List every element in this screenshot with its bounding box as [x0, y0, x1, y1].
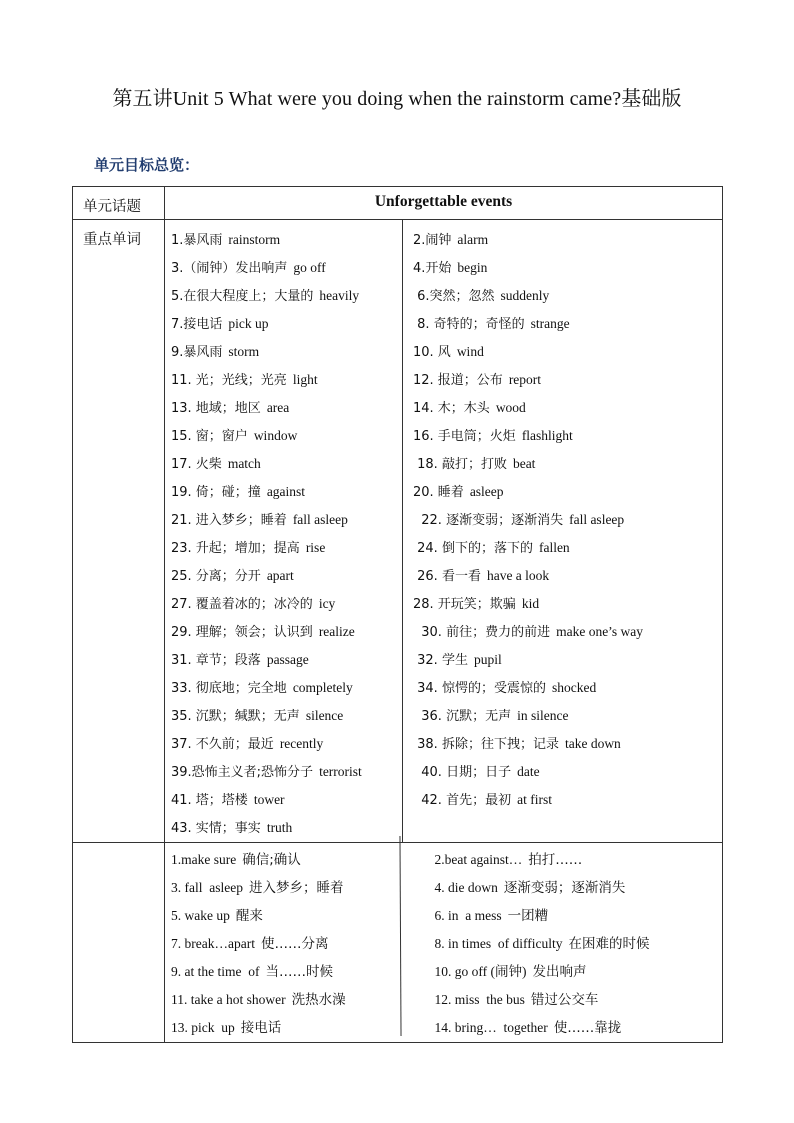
vocab-right-item: [403, 618, 722, 646]
chinese-meaning: 25. 分离；分开: [171, 569, 261, 584]
phrase-left-list: [171, 843, 403, 1042]
chinese-meaning: 34. 惊愕的；受震惊的: [413, 681, 546, 696]
vocab-left-cell: [165, 220, 403, 843]
phrase-right-item: [435, 930, 723, 958]
topic-value: Unforgettable events: [165, 187, 723, 220]
english-word: alarm: [457, 232, 489, 247]
document-title: 第五讲Unit 5 What were you doing when the rainstorm came?基础版: [112, 88, 682, 110]
vocab-left-item: [165, 590, 402, 618]
vocab-left-item: [165, 226, 402, 254]
chinese-meaning: 11. 光；光线；光亮: [171, 373, 287, 388]
vocab-left-item: [165, 422, 402, 450]
chinese-meaning: 拍打……: [528, 852, 583, 868]
vocab-right-item: [403, 226, 722, 254]
vocab-left-item: [165, 758, 402, 786]
unit-goals-table: [72, 186, 723, 1043]
english-phrase: 9. at the time of: [171, 964, 260, 979]
chinese-meaning: 28. 开玩笑；欺骗: [413, 597, 516, 612]
vocab-label: 重点单词: [73, 220, 165, 843]
english-word: area: [266, 400, 290, 415]
english-phrase: 8. in times of difficulty: [434, 936, 563, 951]
topic-label: 单元话题: [73, 187, 165, 220]
chinese-meaning: 6.突然；忽然: [413, 289, 495, 304]
english-word: heavily: [319, 288, 360, 303]
chinese-meaning: 12. 报道；公布: [413, 373, 503, 388]
english-phrase: 10. go off (闹钟): [434, 964, 527, 979]
english-word: fallen: [538, 540, 570, 555]
phrase-right-item: [435, 902, 723, 930]
english-word: have a look: [486, 568, 550, 583]
english-word: wind: [456, 344, 484, 359]
chinese-meaning: 错过公交车: [530, 992, 599, 1008]
english-word: flashlight: [521, 428, 573, 443]
english-word: strange: [530, 316, 570, 331]
english-phrase: 1.make sure: [171, 852, 237, 867]
vocab-left-item: [165, 478, 402, 506]
chinese-meaning: 43. 实情；事实: [171, 821, 261, 836]
vocab-left-item: [165, 310, 402, 338]
english-word: go off: [293, 260, 326, 275]
vocab-left-item: [165, 702, 402, 730]
english-phrase: 12. miss the bus: [434, 992, 525, 1007]
chinese-meaning: 42. 首先；最初: [413, 793, 512, 808]
english-word: storm: [228, 344, 260, 359]
chinese-meaning: 40. 日期；日子: [413, 765, 512, 780]
english-word: window: [253, 428, 298, 443]
vocab-right-item: [403, 254, 722, 282]
chinese-meaning: 22. 逐渐变弱；逐渐消失: [413, 513, 564, 528]
phrase-right-item: [435, 958, 723, 986]
english-word: pick up: [228, 316, 269, 331]
chinese-meaning: 35. 沉默；缄默；无声: [171, 709, 300, 724]
phrase-right-item: [435, 986, 723, 1014]
english-word: completely: [292, 680, 353, 695]
chinese-meaning: 醒来: [235, 908, 263, 924]
phrase-left-item: [171, 1014, 403, 1042]
chinese-meaning: 14. 木；木头: [413, 401, 490, 416]
chinese-meaning: 13. 地域；地区: [171, 401, 261, 416]
chinese-meaning: 30. 前往；费力的前进: [413, 625, 551, 640]
vocab-left-item: [165, 254, 402, 282]
english-word: passage: [266, 652, 309, 667]
chinese-meaning: 使……靠拢: [553, 1020, 622, 1036]
chinese-meaning: 32. 学生: [413, 653, 468, 668]
chinese-meaning: 当……时候: [265, 964, 333, 980]
vocab-left-item: [165, 814, 402, 842]
vocab-right-item: [403, 478, 722, 506]
chinese-meaning: 19. 倚；碰；撞: [171, 485, 261, 500]
chinese-meaning: 24. 倒下的；落下的: [413, 541, 533, 556]
vocab-right-item: [403, 758, 722, 786]
vocab-right-item: [403, 786, 722, 814]
chinese-meaning: 36. 沉默；无声: [413, 709, 512, 724]
vocab-right-item: [403, 394, 722, 422]
vocab-left-item: [165, 506, 402, 534]
phrase-right-cell: [403, 843, 723, 1043]
chinese-meaning: 4.开始: [413, 261, 452, 276]
chinese-meaning: 确信;确认: [242, 852, 301, 868]
vocab-right-item: [403, 450, 722, 478]
chinese-meaning: 26. 看一看: [413, 569, 481, 584]
vocab-left-item: [165, 366, 402, 394]
english-word: in silence: [517, 708, 569, 723]
chinese-meaning: 31. 章节；段落: [171, 653, 261, 668]
english-phrase: 4. die down: [434, 880, 498, 895]
vocab-right-list: [403, 220, 722, 814]
chinese-meaning: 27. 覆盖着冰的；冰冷的: [171, 597, 313, 612]
english-word: wood: [495, 400, 526, 415]
vocab-right-item: [403, 366, 722, 394]
phrase-left-cell: [165, 843, 403, 1043]
vocab-right-item: [403, 646, 722, 674]
chinese-meaning: 10. 风: [413, 345, 451, 360]
chinese-meaning: 发出响声: [532, 964, 587, 980]
english-word: kid: [521, 596, 540, 611]
english-word: against: [266, 484, 306, 499]
phrase-right-item: [435, 874, 723, 902]
phrase-left-item: [171, 846, 403, 874]
vocab-left-item: [165, 394, 402, 422]
vocab-left-item: [165, 618, 402, 646]
chinese-meaning: 1.暴风雨: [171, 233, 223, 248]
english-word: realize: [318, 624, 355, 639]
vocab-left-list: [165, 220, 402, 842]
english-word: date: [517, 764, 540, 779]
vocab-right-item: [403, 702, 722, 730]
chinese-meaning: 一团糟: [507, 908, 549, 924]
vocab-row: [73, 220, 723, 843]
phrase-left-item: [171, 874, 403, 902]
section-heading: 单元目标总览：: [94, 156, 200, 174]
english-word: shocked: [551, 680, 597, 695]
vocab-left-item: [165, 646, 402, 674]
chinese-meaning: 41. 塔；塔楼: [171, 793, 248, 808]
vocab-right-item: [403, 422, 722, 450]
vocab-left-item: [165, 674, 402, 702]
english-word: recently: [279, 736, 324, 751]
english-word: truth: [266, 820, 293, 835]
english-phrase: 13. pick up: [171, 1020, 235, 1035]
english-phrase: 3. fall asleep: [171, 880, 243, 895]
chinese-meaning: 2.闹钟: [413, 233, 452, 248]
english-word: apart: [266, 568, 294, 583]
phrase-left-item: [171, 902, 403, 930]
vocab-right-item: [403, 534, 722, 562]
vocab-right-item: [403, 282, 722, 310]
phrase-right-item: [435, 846, 723, 874]
vocab-right-item: [403, 674, 722, 702]
topic-row: [73, 187, 723, 220]
english-phrase: 7. break…apart: [171, 936, 255, 951]
chinese-meaning: 21. 进入梦乡；睡着: [171, 513, 287, 528]
english-word: report: [508, 372, 542, 387]
phrase-label: [73, 843, 165, 1043]
english-word: terrorist: [319, 764, 362, 779]
chinese-meaning: 39.恐怖主义者;恐怖分子: [171, 765, 314, 780]
chinese-meaning: 20. 睡着: [413, 485, 464, 500]
chinese-meaning: 38. 拆除；往下拽；记录: [413, 737, 559, 752]
vocab-right-item: [403, 338, 722, 366]
vocab-right-item: [403, 562, 722, 590]
english-word: make one’s way: [556, 624, 644, 639]
chinese-meaning: 9.暴风雨: [171, 345, 223, 360]
vocab-right-item: [403, 590, 722, 618]
chinese-meaning: 37. 不久前；最近: [171, 737, 274, 752]
vocab-left-item: [165, 534, 402, 562]
english-word: at first: [517, 792, 552, 807]
vocab-right-item: [403, 506, 722, 534]
phrase-row: [73, 843, 723, 1043]
vocab-left-item: [165, 562, 402, 590]
chinese-meaning: 5.在很大程度上；大量的: [171, 289, 314, 304]
english-phrase: 14. bring… together: [434, 1020, 548, 1035]
chinese-meaning: 29. 理解；领会；认识到: [171, 625, 313, 640]
english-word: rainstorm: [228, 232, 281, 247]
phrase-left-item: [171, 930, 403, 958]
chinese-meaning: 接电话: [240, 1020, 282, 1036]
english-word: icy: [318, 596, 336, 611]
english-word: rise: [305, 540, 326, 555]
chinese-meaning: 进入梦乡；睡着: [248, 880, 344, 896]
vocab-left-item: [165, 450, 402, 478]
english-word: light: [292, 372, 318, 387]
vocab-right-cell: [403, 220, 723, 843]
phrase-right-list: [435, 843, 723, 1042]
phrase-left-item: [171, 958, 403, 986]
english-phrase: 11. take a hot shower: [171, 992, 286, 1007]
chinese-meaning: 18. 敲打；打败: [413, 457, 507, 472]
english-word: silence: [305, 708, 344, 723]
vocab-left-item: [165, 730, 402, 758]
chinese-meaning: 23. 升起；增加；提高: [171, 541, 300, 556]
phrase-right-item: [435, 1014, 723, 1042]
phrase-left-item: [171, 986, 403, 1014]
chinese-meaning: 洗热水澡: [291, 992, 346, 1008]
english-phrase: 5. wake up: [171, 908, 230, 923]
chinese-meaning: 16. 手电筒；火炬: [413, 429, 516, 444]
vocab-right-item: [403, 310, 722, 338]
vocab-left-item: [165, 338, 402, 366]
chinese-meaning: 在困难的时候: [568, 936, 650, 952]
english-phrase: 2.beat against…: [434, 852, 523, 867]
english-word: begin: [457, 260, 488, 275]
chinese-meaning: 15. 窗；窗户: [171, 429, 248, 444]
english-word: pupil: [473, 652, 502, 667]
chinese-meaning: 7.接电话: [171, 317, 223, 332]
english-word: suddenly: [500, 288, 550, 303]
chinese-meaning: 使……分离: [260, 936, 329, 952]
english-word: fall asleep: [569, 512, 625, 527]
english-word: tower: [253, 792, 285, 807]
chinese-meaning: 33. 彻底地；完全地: [171, 681, 287, 696]
english-word: asleep: [469, 484, 504, 499]
chinese-meaning: 8. 奇特的；奇怪的: [413, 317, 525, 332]
vocab-right-item: [403, 730, 722, 758]
english-word: beat: [512, 456, 536, 471]
chinese-meaning: 17. 火柴: [171, 457, 222, 472]
chinese-meaning: 逐渐变弱；逐渐消失: [503, 880, 626, 896]
english-word: take down: [564, 736, 621, 751]
english-word: match: [227, 456, 261, 471]
english-phrase: 6. in a mess: [434, 908, 502, 923]
chinese-meaning: 3.（闹钟）发出响声: [171, 261, 288, 276]
vocab-left-item: [165, 786, 402, 814]
english-word: fall asleep: [292, 512, 348, 527]
vocab-left-item: [165, 282, 402, 310]
